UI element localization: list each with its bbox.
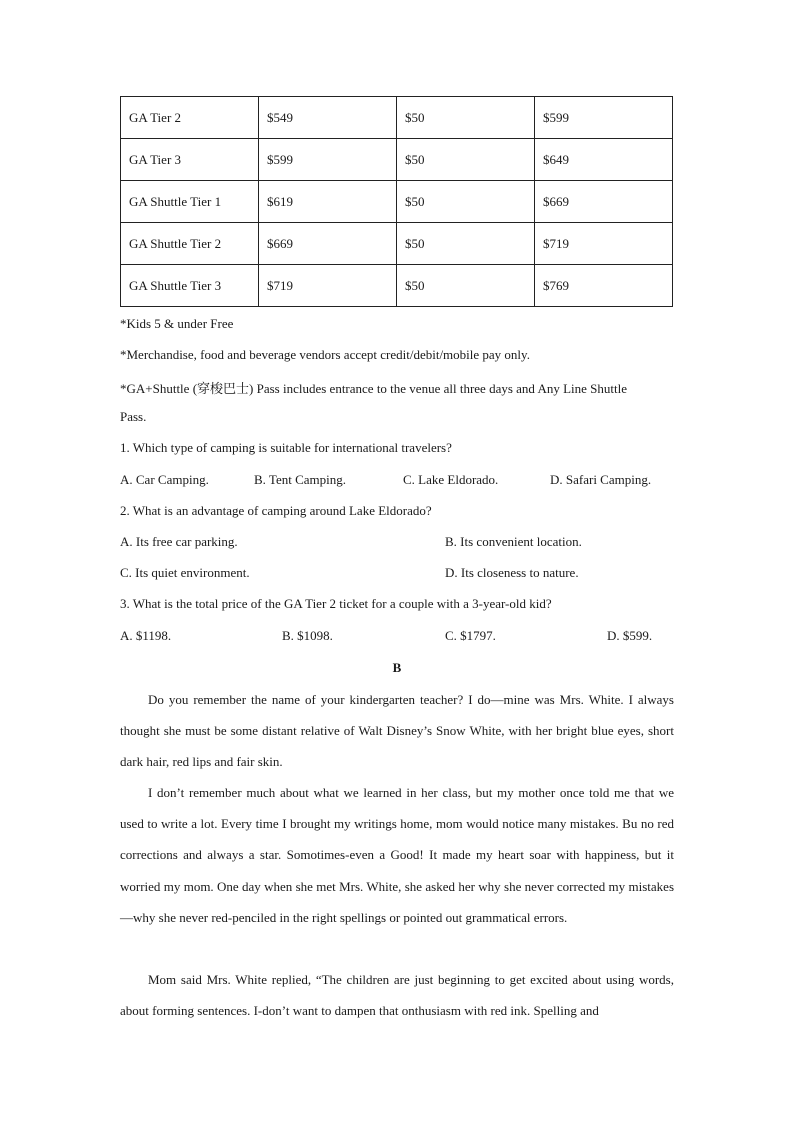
- question-1: 1. Which type of camping is suitable for international travelers?: [120, 440, 452, 455]
- table-cell: $50: [397, 97, 535, 139]
- question-2-option-b: B. Its convenient location.: [445, 534, 582, 549]
- table-row: [121, 181, 673, 223]
- question-2-option-d: D. Its closeness to nature.: [445, 565, 579, 580]
- section-heading-b: B: [392, 660, 402, 675]
- question-1-option-d: D. Safari Camping.: [550, 472, 652, 487]
- passage-paragraph-1: Do you remember the name of your kindergarten teacher? I do—mine was Mrs. White. I always thought she must be some distant relative of Walt Disney’s Snow White, with her bright blue eyes, short dark hair, red lips and fair skin.: [120, 692, 674, 770]
- question-2-option-c: C. Its quiet environment.: [120, 565, 250, 580]
- question-1-option-a: A. Car Camping.: [120, 472, 209, 487]
- table-row: [121, 97, 673, 139]
- question-1-option-b: B. Tent Camping.: [254, 472, 347, 487]
- fee-table: [120, 96, 673, 307]
- table-cell: $50: [397, 223, 535, 265]
- table-row: [121, 223, 673, 265]
- table-row: [121, 139, 673, 181]
- question-2: 2. What is an advantage of camping around Lake Eldorado?: [120, 503, 432, 518]
- passage-paragraph-2: I don’t remember much about what we learned in her class, but my mother once told me that we used to write a lot. Every time I brought my writings home, mom would notice many mistakes. Bu no red corrections and always a star. Somotimes-even a Good! It made my heart soar with happiness, but it worried my mom. One day when she met Mrs. White, she asked her why she never corrected my mistakes—why she never red-penciled in the right spellings or pointed out grammatical errors.: [120, 785, 674, 925]
- table-cell: $599: [535, 97, 673, 139]
- note-kids: *Kids 5 & under Free: [120, 316, 234, 331]
- fee-table-body: [121, 97, 673, 307]
- table-cell: $649: [535, 139, 673, 181]
- question-3-option-a: A. $1198.: [120, 628, 172, 643]
- table-cell: GA Tier 3: [121, 139, 259, 181]
- table-cell: GA Shuttle Tier 1: [121, 181, 259, 223]
- passage-paragraph-3: Mom said Mrs. White replied, “The children are just beginning to get excited about using words, about forming sentences. I-don’t want to dampen that onthusiasm with red ink. Spelling and: [120, 972, 674, 1019]
- table-cell: $769: [535, 265, 673, 307]
- table-cell: $719: [535, 223, 673, 265]
- table-cell: $599: [259, 139, 397, 181]
- table-cell: GA Shuttle Tier 3: [121, 265, 259, 307]
- question-3: 3. What is the total price of the GA Tier 2 ticket for a couple with a 3-year-old kid?: [120, 596, 552, 611]
- note-vendors: *Merchandise, food and beverage vendors accept credit/debit/mobile pay only.: [120, 347, 530, 362]
- table-cell: $619: [259, 181, 397, 223]
- table-row: [121, 265, 673, 307]
- table-cell: $669: [259, 223, 397, 265]
- question-1-option-c: C. Lake Eldorado.: [403, 472, 499, 487]
- question-3-option-c: C. $1797.: [445, 628, 496, 643]
- table-cell: $719: [259, 265, 397, 307]
- note-shuttle-cont: Pass.: [120, 409, 147, 424]
- table-cell: $50: [397, 139, 535, 181]
- question-3-option-d: D. $599.: [607, 628, 653, 643]
- table-cell: $669: [535, 181, 673, 223]
- table-cell: $50: [397, 265, 535, 307]
- table-cell: GA Shuttle Tier 2: [121, 223, 259, 265]
- note-shuttle: *GA+Shuttle (穿梭巴士) Pass includes entrance to the venue all three days and Any Line Shuttle: [120, 381, 628, 396]
- question-2-option-a: A. Its free car parking.: [120, 534, 238, 549]
- table-cell: $549: [259, 97, 397, 139]
- table-cell: GA Tier 2: [121, 97, 259, 139]
- question-3-option-b: B. $1098.: [282, 628, 333, 643]
- table-cell: $50: [397, 181, 535, 223]
